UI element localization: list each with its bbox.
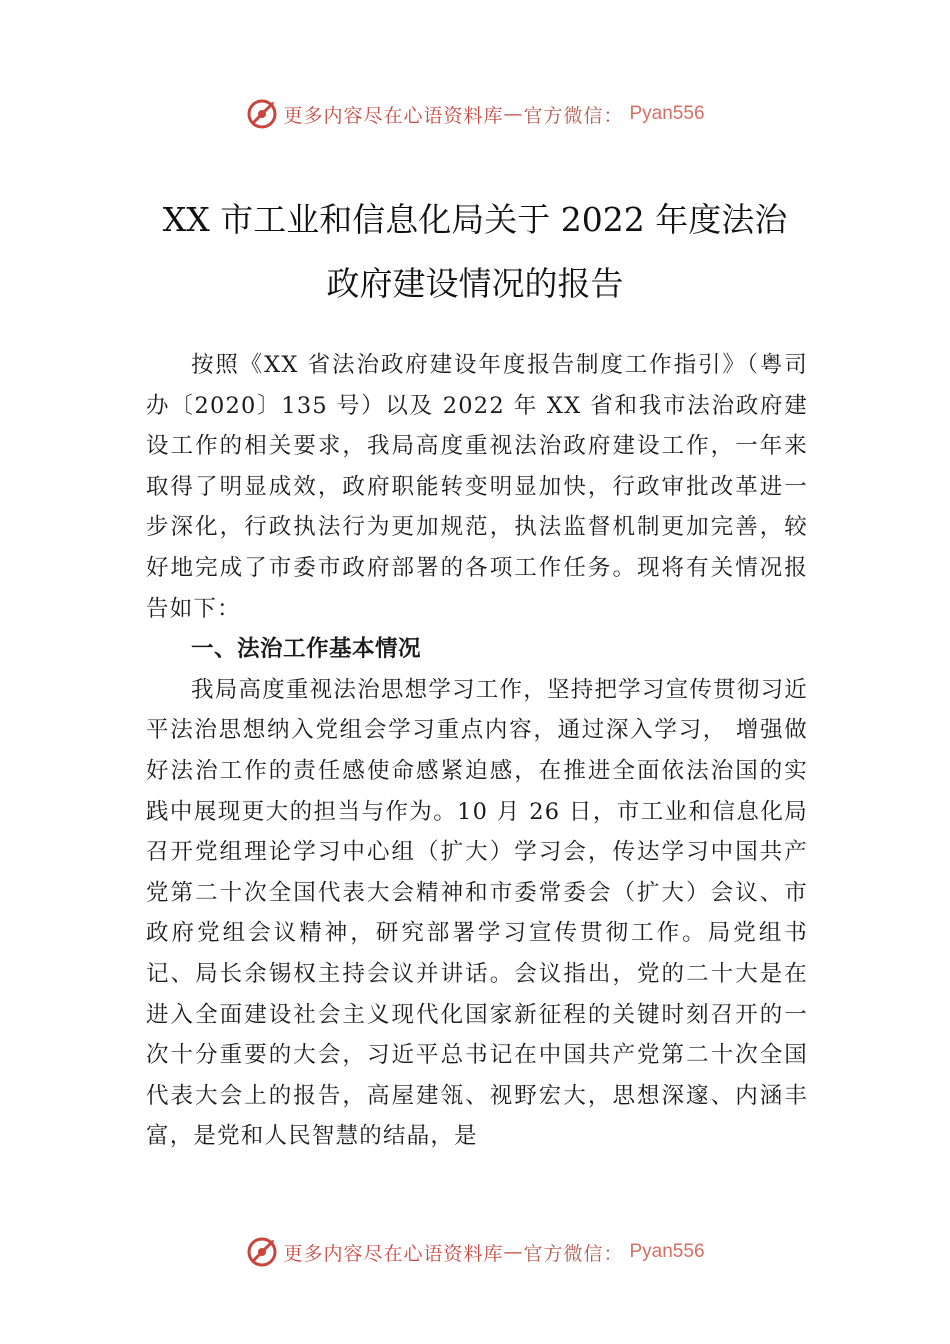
intro-paragraph: 按照《XX 省法治政府建设年度报告制度工作指引》（粤司办〔2020〕135 号）以及 2022 年 XX 省和我市法治政府建设工作的相关要求，我局高度重视法治政府建设工作，一年来取得了明显成效，政府职能转变明显加快，行政审批改革进一步深化，行政执法行为更加规范，执法监督机制更加完善，较好地完成了市委市政府部署的各项工作任务。现将有关情况报告如下：	[146, 352, 808, 622]
document-title	[100, 188, 850, 316]
section-heading: 一、法治工作基本情况	[191, 636, 422, 663]
watermark-separator: —	[503, 103, 524, 125]
quill-seal-icon	[245, 1235, 279, 1269]
section-paragraph: 我局高度重视法治思想学习工作，坚持把学习宣传贯彻习近平法治思想纳入党组会学习重点内容，通过深入学习， 增强做好法治工作的责任感使命感紧迫感，在推进全面依法治国的实践中展现更大的担当与作为。10 月 26 日，市工业和信息化局召开党组理论学习中心组（扩大）学习会，传达学习中国共产党第二十次全国代表大会精神和市委常委会（扩大）会议、市政府党组会议精神，研究部署学习宣传贯彻工作。局党组书记、局长余锡权主持会议并讲话。会议指出，党的二十大是在进入全面建设社会主义现代化国家新征程的关键时刻召开的一次十分重要的大会，习近平总书记在中国共产党第二十次全国代表大会上的报告，高屋建瓴、视野宏大，思想深邃、内涵丰富，是党和人民智慧的结晶，是	[146, 676, 808, 1150]
watermark-header	[0, 94, 950, 134]
title-line-2: 政府建设情况的报告	[326, 264, 624, 303]
watermark-label: 官方微信：	[523, 1242, 624, 1265]
watermark-label: 官方微信：	[523, 104, 624, 127]
watermark-handle: Pyan556	[629, 103, 705, 124]
watermark-separator: —	[503, 1241, 524, 1263]
watermark-footer	[0, 1232, 950, 1272]
quill-seal-icon	[245, 97, 279, 131]
title-line-1: XX 市工业和信息化局关于 2022 年度法治	[162, 200, 788, 239]
document-body	[146, 345, 808, 1157]
watermark-handle: Pyan556	[629, 1241, 705, 1262]
watermark-brand: 更多内容尽在心语资料库	[283, 1242, 504, 1265]
watermark-brand: 更多内容尽在心语资料库	[283, 104, 504, 127]
